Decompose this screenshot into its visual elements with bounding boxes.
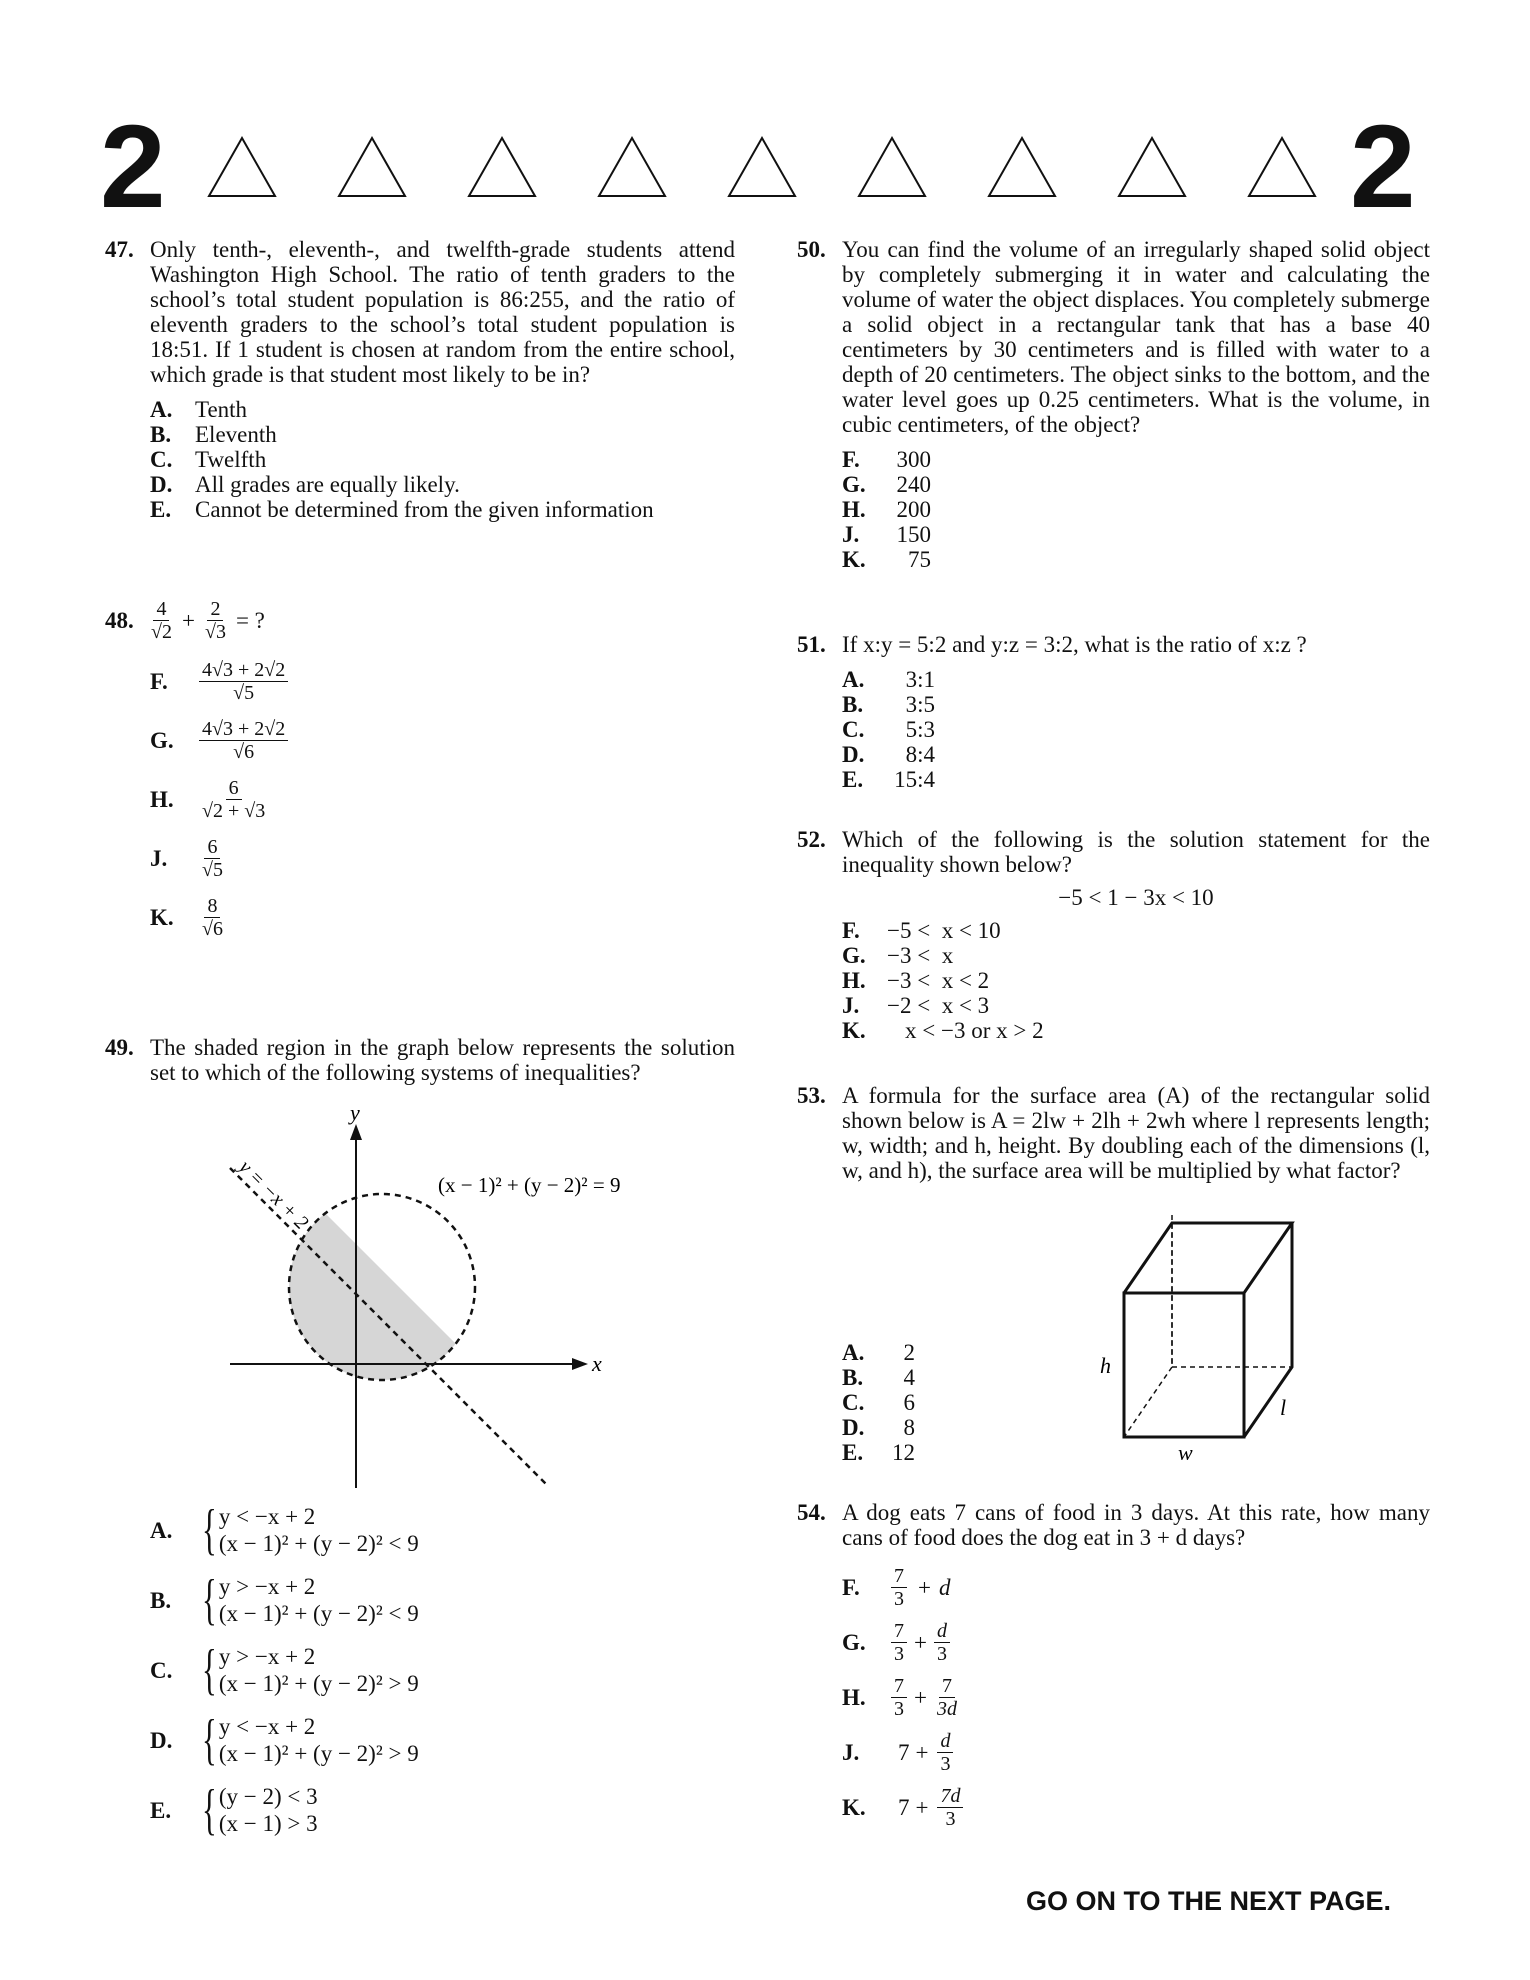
q53-answer-options: [797, 1340, 997, 1465]
answer-option[interactable]: [150, 422, 735, 447]
question-text: Which of the following is the solution statement for the inequality shown below?: [842, 827, 1430, 877]
inequality: −5 < 1 − 3x < 10: [1058, 885, 1214, 910]
question-50: [797, 237, 1430, 572]
question-52: [797, 827, 1430, 1043]
answer-option[interactable]: B. 4: [842, 1365, 915, 1390]
next-page-notice: GO ON TO THE NEXT PAGE.: [1026, 1886, 1392, 1916]
height-label: h: [1100, 1353, 1111, 1378]
question-number: 54.: [797, 1500, 826, 1525]
answer-option[interactable]: C. { y > −x + 2 (x − 1)² + (y − 2)² > 9: [150, 1639, 419, 1701]
answer-option[interactable]: [150, 447, 735, 472]
section-number-right: 2: [1350, 101, 1416, 233]
answer-options: [150, 397, 735, 522]
y-axis-arrow-icon: [350, 1124, 362, 1140]
answer-option[interactable]: K. 7 + $\frac{7d}{3}$: [842, 1784, 1430, 1830]
q49-answer-options: [150, 1500, 650, 1850]
width-label: w: [1178, 1440, 1193, 1465]
question-47: [105, 237, 735, 522]
triangle-icon: [337, 136, 407, 198]
front-face: [1124, 1293, 1244, 1437]
question-number: 47.: [105, 237, 134, 262]
question-text: Only tenth-, eleventh-, and twelfth-grade students attend Washington High School. The ratio of tenth graders to the school’s total student population is 86:255, and the ratio of eleventh graders to the school’s total student population is 18:51. If 1 student is chosen at random from the entire school, which grade is that student most likely to be in?: [150, 237, 735, 387]
answer-option[interactable]: C. 6: [842, 1390, 915, 1415]
answer-option[interactable]: F. 300: [842, 447, 931, 472]
answer-option[interactable]: B. 3:5: [842, 692, 935, 717]
y-axis-label: y: [350, 1108, 360, 1125]
answer-option[interactable]: D. { y < −x + 2 (x − 1)² + (y − 2)² > 9: [150, 1709, 419, 1771]
triangle-icon: [727, 136, 797, 198]
answer-option[interactable]: E. { (y − 2) < 3 (x − 1) > 3: [150, 1779, 318, 1841]
answer-option[interactable]: B. { y > −x + 2 (x − 1)² + (y − 2)² < 9: [150, 1569, 419, 1631]
option-letter: A.: [150, 397, 173, 422]
option-text: Eleventh: [195, 422, 277, 447]
question-number: 50.: [797, 237, 826, 262]
answer-option[interactable]: F. $\frac{4√3 + 2√2}{√5}$: [150, 659, 735, 704]
question-48: 48. $\frac{4}{√2}$ + $\frac{2}{√3}$ = ? F. $\frac{4√3 + 2√2}{√5}$ G. $\frac{4√3 + 2√2}{√6}$ H. $\frac{6}{√2 + √3}$ J. $\frac{6}{√5}$ K. $\frac{8}{√6}$: [105, 598, 735, 954]
question-text: The shaded region in the graph below represents the solution set to which of the following systems of inequalities?: [150, 1035, 735, 1085]
hidden-edge: [1124, 1367, 1172, 1437]
question-text: A formula for the surface area (A) of the rectangular solid shown below is A = 2lw + 2lh + 2wh where l represents length; w, width; and h, height. By doubling each of the dimensions (l, w, and h), the surface area will be multiplied by what factor?: [842, 1083, 1430, 1183]
triangle-icon: [987, 136, 1057, 198]
x-axis-arrow-icon: [572, 1358, 588, 1370]
triangle-icon: [467, 136, 537, 198]
answer-option[interactable]: K. x < −3 or x > 2: [842, 1018, 1044, 1043]
circle-label: (x − 1)² + (y − 2)² = 9: [438, 1173, 620, 1197]
option-letter: B.: [150, 422, 172, 447]
answer-option[interactable]: G. −3 < x: [842, 943, 954, 968]
x-axis-label: x: [592, 1351, 602, 1376]
answer-option[interactable]: H. $\frac{6}{√2 + √3}$: [150, 777, 266, 822]
question-number: 49.: [105, 1035, 134, 1060]
answer-options: [842, 667, 1430, 792]
answer-options: [842, 918, 1430, 1043]
length-label: l: [1280, 1395, 1287, 1420]
answer-option[interactable]: G. $\frac{7}{3}$ + $\frac{d}{3}$: [842, 1619, 1430, 1665]
answer-option[interactable]: J. $\frac{6}{√5}$: [150, 836, 223, 881]
option-text: All grades are equally likely.: [195, 472, 460, 497]
question-number: 52.: [797, 827, 826, 852]
option-text: Twelfth: [195, 447, 267, 472]
answer-option[interactable]: E. 12: [842, 1440, 915, 1465]
option-text: Tenth: [195, 397, 248, 422]
question-53: [797, 1083, 1430, 1183]
triangle-icon: [207, 136, 277, 198]
question-text: A dog eats 7 cans of food in 3 days. At this rate, how many cans of food does the dog eat in 3 + d days?: [842, 1500, 1430, 1550]
rectangular-solid-figure: [1090, 1215, 1310, 1465]
answer-option[interactable]: A. 3:1: [842, 667, 935, 692]
question-text: You can find the volume of an irregularly shaped solid object by completely submerging it in water and calculating the volume of water the object displaces. You completely submerge a solid object in a rectangular tank that has a base 40 centimeters by 30 centimeters and is filled with water to a depth of 20 centimeters. The object sinks to the bottom, and the water level goes up 0.25 centimeters. What is the volume, in cubic centimeters, of the object?: [842, 237, 1430, 437]
answer-option[interactable]: [150, 472, 735, 497]
answer-option[interactable]: C. 5:3: [842, 717, 935, 742]
question-text: If x:y = 5:2 and y:z = 3:2, what is the ratio of x:z ?: [842, 632, 1307, 657]
answer-option[interactable]: J. 7 + $\frac{d}{3}$: [842, 1729, 1430, 1775]
triangle-icon: [1117, 136, 1187, 198]
section-number-left: 2: [100, 101, 166, 233]
inequality-graph: [220, 1108, 620, 1488]
answer-option[interactable]: K. $\frac{8}{√6}$: [150, 895, 223, 940]
answer-option[interactable]: D. 8:4: [842, 742, 935, 767]
answer-option[interactable]: F. $\frac{7}{3}$ + d: [842, 1564, 951, 1610]
answer-option[interactable]: E. 15:4: [842, 767, 935, 792]
option-text: Cannot be determined from the given information: [195, 497, 654, 522]
answer-options: [842, 1564, 1430, 1830]
option-letter: D.: [150, 472, 173, 497]
answer-option[interactable]: J. −2 < x < 3: [842, 993, 990, 1018]
fraction: $\frac{2}{√3}$: [204, 598, 226, 643]
answer-option[interactable]: [150, 397, 735, 422]
answer-options: [842, 447, 1430, 572]
answer-option[interactable]: A. 2: [842, 1340, 915, 1365]
answer-option[interactable]: [150, 497, 735, 522]
question-51: [797, 632, 1430, 792]
answer-option[interactable]: G. $\frac{4√3 + 2√2}{√6}$: [150, 718, 735, 763]
triangle-icon: [597, 136, 667, 198]
answer-option[interactable]: H. 200: [842, 497, 931, 522]
dashed-line: [230, 1168, 548, 1486]
option-letter: E.: [150, 497, 172, 522]
answer-option[interactable]: H. −3 < x < 2: [842, 968, 990, 993]
line-label: y = −x + 2: [234, 1155, 313, 1234]
question-number: 51.: [797, 632, 826, 657]
question-49: [105, 1035, 735, 1085]
question-number: 53.: [797, 1083, 826, 1108]
answer-option[interactable]: J. 150: [842, 522, 931, 547]
triangle-icon: [1247, 136, 1317, 198]
answer-options: [150, 659, 735, 940]
answer-option[interactable]: A. { y < −x + 2 (x − 1)² + (y − 2)² < 9: [150, 1499, 419, 1561]
triangle-icon: [857, 136, 927, 198]
top-face: [1124, 1223, 1292, 1293]
fraction: $\frac{4}{√2}$: [151, 598, 172, 643]
answer-option[interactable]: F. −5 < x < 10: [842, 918, 1001, 943]
answer-option[interactable]: G. 240: [842, 472, 931, 497]
option-letter: C.: [150, 447, 173, 472]
answer-option[interactable]: K. 75: [842, 547, 931, 572]
answer-option[interactable]: H. $\frac{7}{3}$ + $\frac{7}{3d}$: [842, 1674, 957, 1720]
question-54: [797, 1500, 1430, 1839]
question-number: 48.: [105, 608, 134, 633]
answer-option[interactable]: D. 8: [842, 1415, 915, 1440]
